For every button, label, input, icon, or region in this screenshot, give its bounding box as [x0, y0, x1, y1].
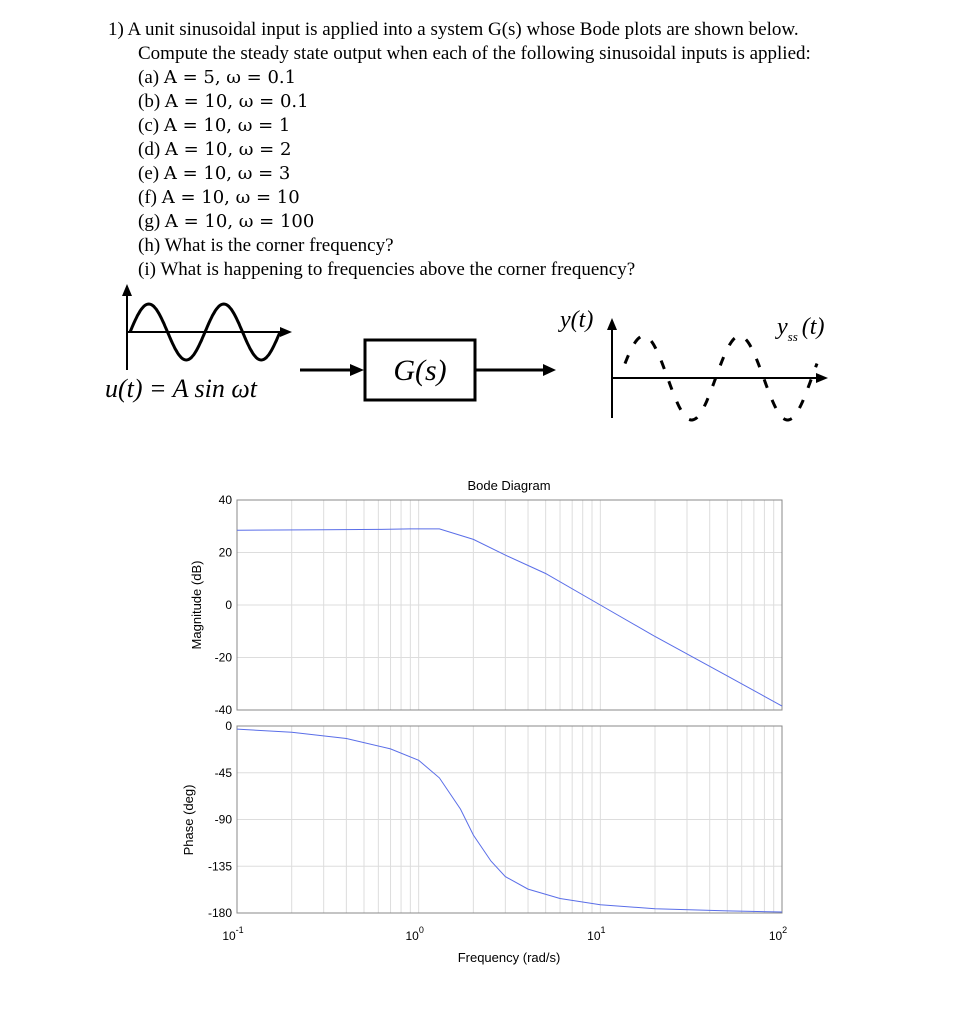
steady-state-label: $y_{ss}$ (t): [777, 314, 825, 344]
magnitude-tick-label: 0: [225, 598, 232, 612]
frequency-tick-label: $10^0$: [405, 925, 424, 943]
magnitude-y-label: Magnitude (dB): [189, 560, 204, 650]
phase-tick-label: -135: [207, 859, 232, 874]
question-part-text: What is the corner frequency?: [164, 235, 394, 256]
frequency-tick-label: $10^{-1}$: [222, 925, 244, 943]
phase-grid: [237, 726, 782, 913]
phase-tick-label: -180: [207, 906, 232, 920]
question-part-text: A = 10, ω = 1: [163, 115, 291, 136]
question-part-label: (e): [138, 163, 164, 184]
question-part-label: (d): [138, 139, 165, 160]
frequency-tick-label: $10^2$: [768, 925, 788, 943]
phase-tick-label: -45: [214, 765, 232, 780]
phase-y-ticks: [208, 719, 232, 920]
magnitude-curve: [237, 529, 782, 706]
phase-tick-label: 0: [225, 719, 232, 733]
question-part-text: A = 10, ω = 0.1: [164, 91, 309, 112]
bode-title: Bode Diagram: [467, 478, 551, 493]
question-intro-line-2: Compute the steady state output when each of the following sinusoidal inputs is applied:: [138, 43, 811, 64]
question-part-text: A = 10, ω = 100: [164, 211, 315, 232]
frequency-x-ticks: [222, 925, 787, 943]
phase-curve: [237, 729, 782, 912]
system-block-label: G(s): [393, 354, 447, 387]
question-part-text: A = 10, ω = 3: [163, 163, 291, 184]
output-axis-label: y(t): [560, 307, 594, 333]
question-part-text: A = 5, ω = 0.1: [163, 67, 297, 88]
magnitude-tick-label: -40: [214, 703, 232, 717]
question-part-label: (a): [138, 67, 164, 88]
question-part-text: What is happening to frequencies above the corner frequency?: [160, 259, 636, 280]
magnitude-grid: [237, 500, 782, 710]
question-number: 1): [108, 19, 124, 40]
magnitude-tick-label: 40: [218, 493, 232, 507]
input-signal-label: u(t) = A sin ωt: [105, 374, 257, 403]
question-part-text: A = 10, ω = 2: [164, 139, 292, 160]
magnitude-tick-label: 20: [218, 545, 232, 560]
frequency-x-label: Frequency (rad/s): [457, 950, 561, 965]
question-part-label: (c): [138, 115, 164, 136]
question-part-label: (g): [138, 211, 165, 232]
magnitude-y-ticks: [215, 493, 233, 717]
question-part-label: (i): [138, 259, 161, 280]
question-part-label: (h): [138, 235, 165, 256]
question-intro: A unit sinusoidal input is applied into a system G(s) whose Bode plots are shown below.: [127, 19, 799, 40]
phase-y-label: Phase (deg): [181, 784, 196, 856]
question-part-text: A = 10, ω = 10: [161, 187, 300, 208]
frequency-tick-label: $10^1$: [587, 925, 606, 943]
question-part-label: (b): [138, 91, 165, 112]
magnitude-tick-label: -20: [214, 650, 232, 665]
question-part-label: (f): [138, 187, 162, 208]
phase-tick-label: -90: [214, 812, 232, 827]
